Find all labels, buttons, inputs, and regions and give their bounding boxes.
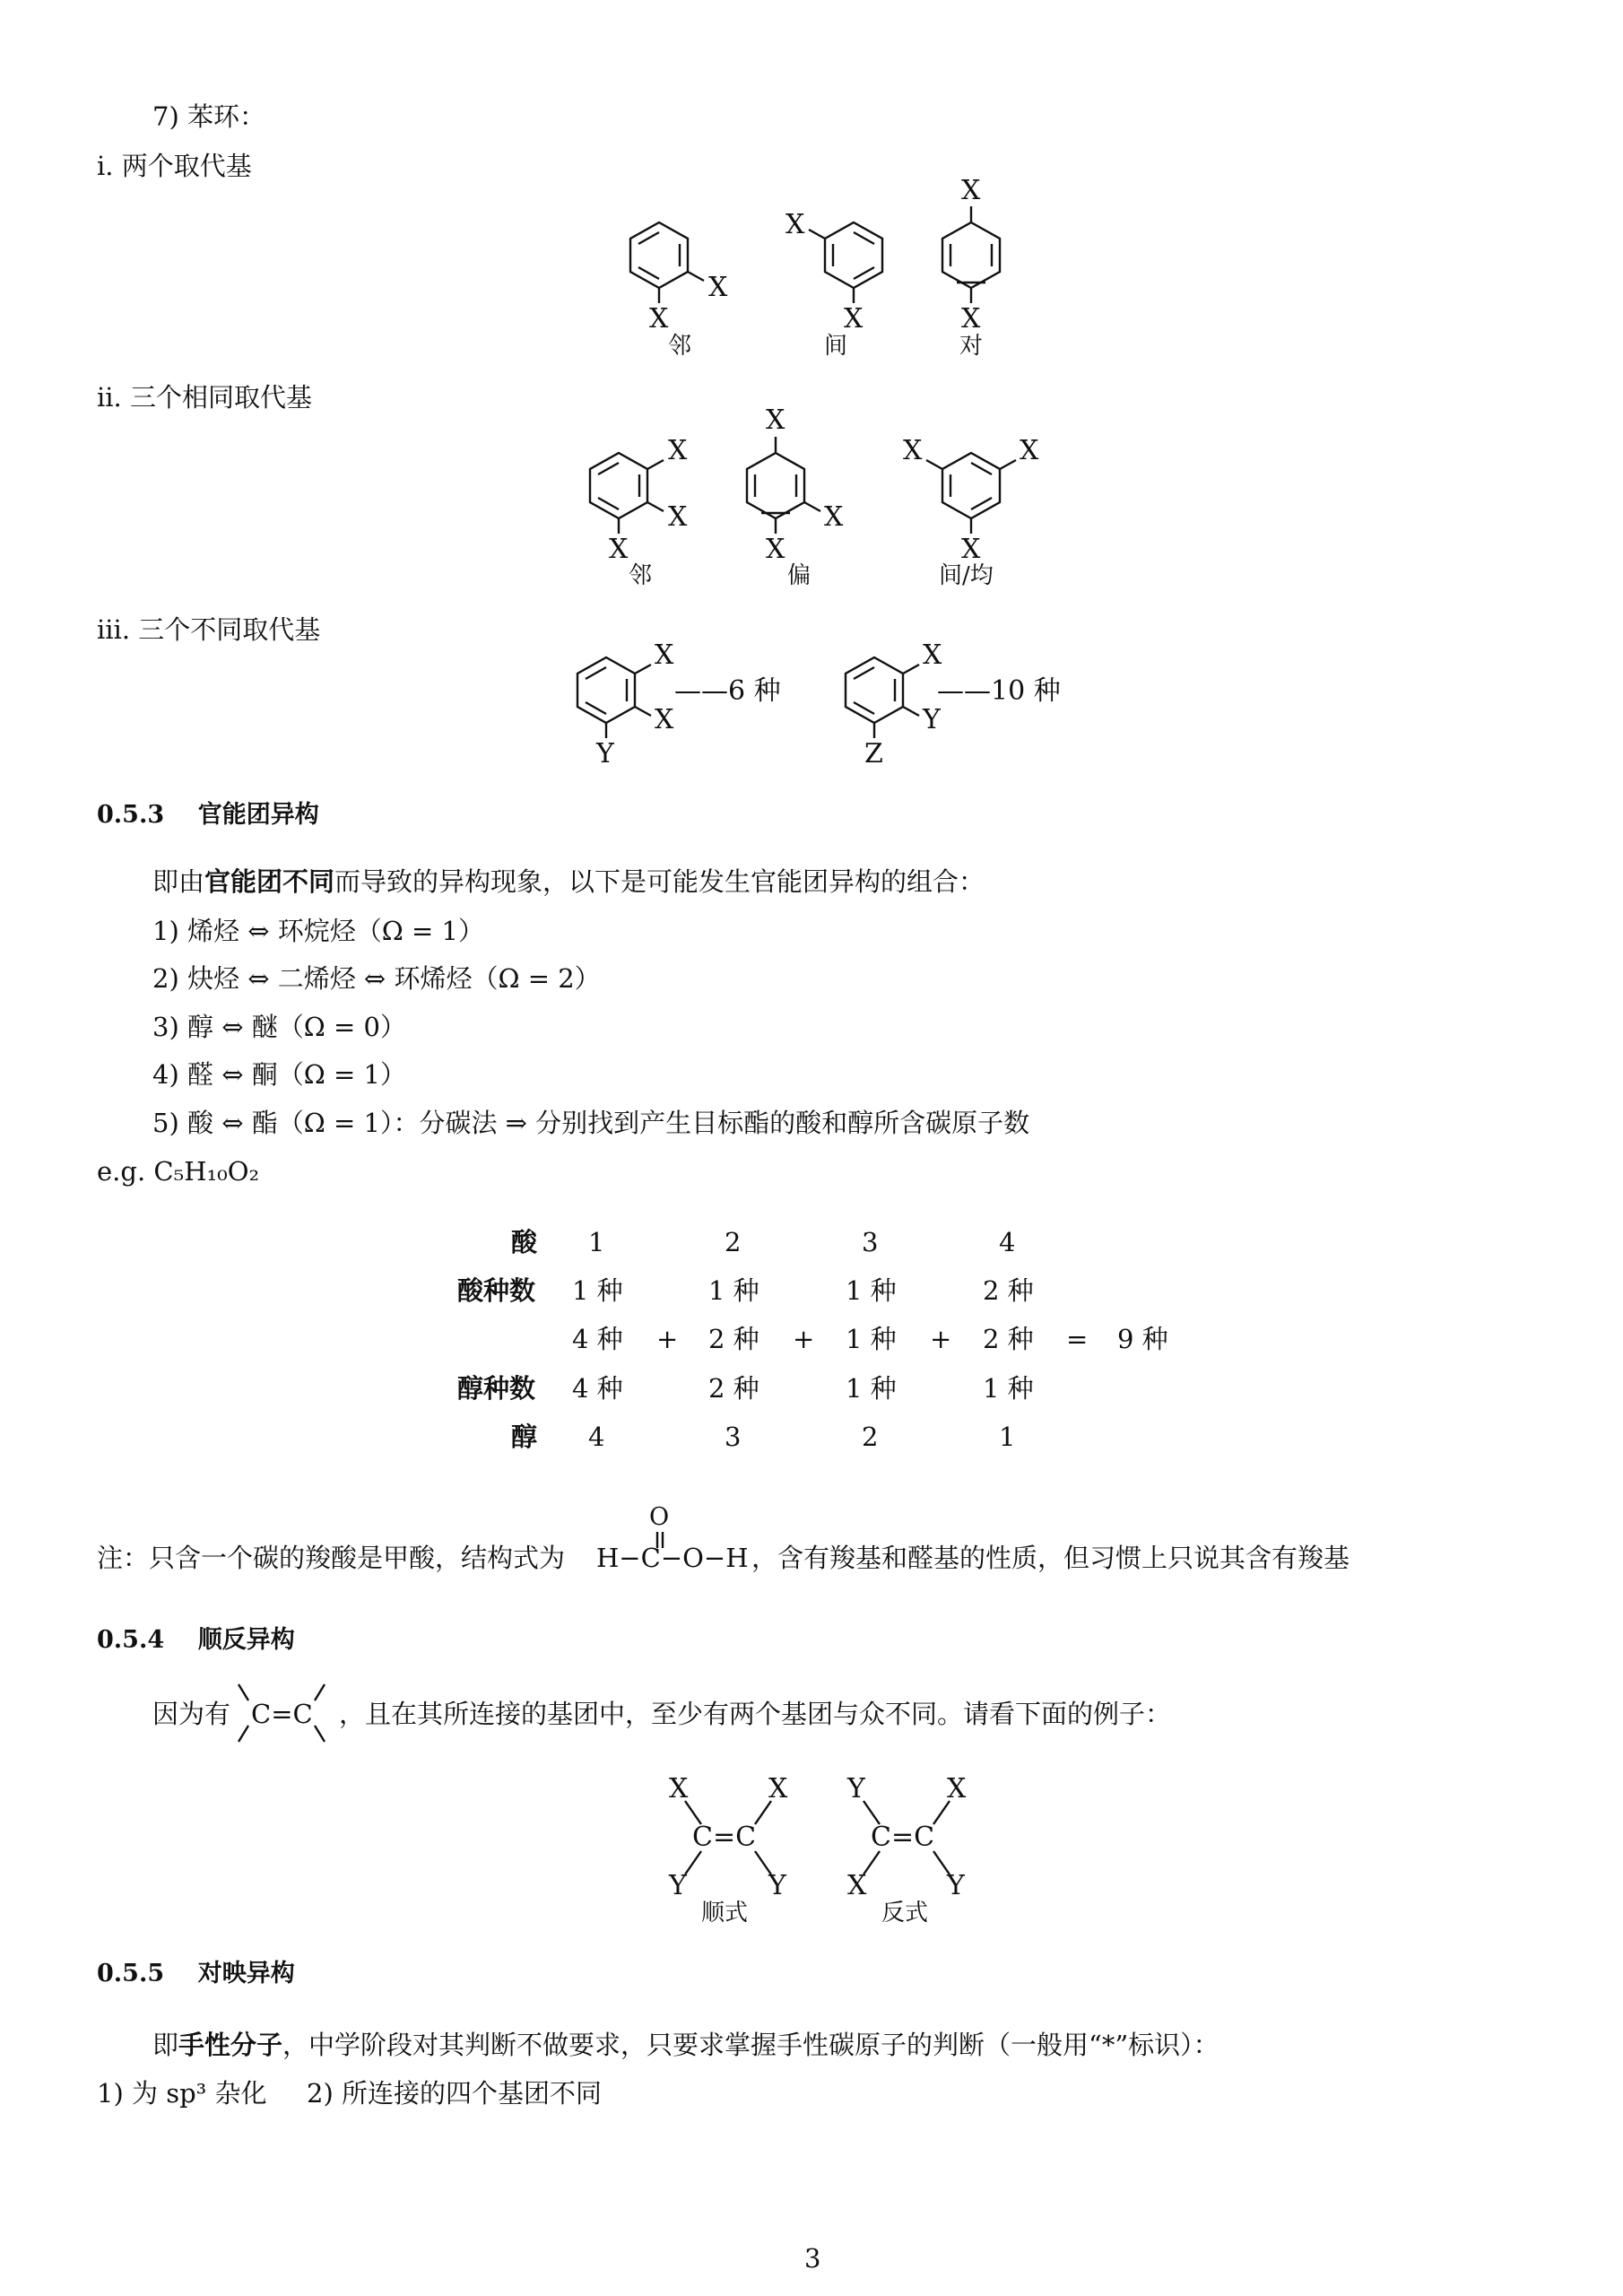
product-kinds: 2 种 <box>708 1324 759 1354</box>
sym-x2: X <box>1020 435 1039 466</box>
formula-bond: − <box>703 1543 726 1573</box>
s053-intro <box>152 865 985 898</box>
section-053-heading <box>97 800 319 831</box>
section-number: 0.5.5 <box>97 1960 165 1987</box>
total-kinds: 9 种 <box>1117 1324 1168 1354</box>
section-054-heading <box>97 1625 295 1656</box>
section-number: 0.5.4 <box>97 1626 165 1654</box>
xyz-count: ——10 种 <box>937 675 1061 707</box>
formula-h: H <box>725 1543 749 1573</box>
isomer-item-1: 1) 烯烃 ⇔ 环烷烃（Ω = 1） <box>152 916 484 946</box>
trans-x2: X <box>847 1870 867 1901</box>
xyz-y: Y <box>923 704 941 735</box>
trans-x1: X <box>947 1773 967 1805</box>
para-caption: 对 <box>959 333 984 360</box>
para-benzene <box>942 206 1000 303</box>
row-label-alcohol-kinds: 醇种数 <box>457 1373 536 1404</box>
xxy-y: Y <box>596 738 614 770</box>
xyz-x: X <box>923 639 942 671</box>
ortho-caption: 邻 <box>668 333 692 360</box>
isomer-item-2: 2) 炔烃 ⇔ 二烯烃 ⇔ 环烯烃（Ω = 2） <box>152 963 601 994</box>
note-post: ，含有羧基和醛基的性质，但习惯上只说其含有羧基 <box>751 1543 1350 1573</box>
row-label-alcohol: 醇 <box>511 1422 538 1452</box>
row-label-acid-kinds: 酸种数 <box>457 1275 536 1306</box>
vicinal-benzene <box>590 453 664 534</box>
xyz-benzene <box>846 657 919 738</box>
alcohol-c: 4 <box>588 1422 605 1452</box>
para-x1: X <box>961 175 981 206</box>
trans-y1: Y <box>847 1773 865 1805</box>
meta-benzene <box>809 222 882 303</box>
formula-o: O <box>682 1543 704 1573</box>
row-label-acid: 酸 <box>511 1227 538 1257</box>
intro-post: ，中学阶段对其判断不做要求，只要求掌握手性碳原子的判断（一般用“*”标识）： <box>282 2030 1219 2060</box>
page-number: 3 <box>804 2243 821 2274</box>
s055-intro <box>152 2029 1219 2061</box>
alcohol-kinds: 1 种 <box>983 1373 1034 1404</box>
symmetrical-benzene <box>926 453 1016 534</box>
s054-intro-pre: 因为有 <box>152 1699 231 1729</box>
product-kinds: 1 种 <box>846 1324 897 1354</box>
sym-x3: X <box>961 534 981 565</box>
trans-cc: C=C <box>871 1822 935 1853</box>
alcohol-c: 1 <box>999 1422 1016 1452</box>
vicinal-x3: X <box>609 534 629 565</box>
three-same-title: ii. 三个相同取代基 <box>97 382 312 413</box>
acid-c: 4 <box>999 1227 1016 1257</box>
product-kinds: 2 种 <box>983 1324 1034 1354</box>
section-title: 对映异构 <box>197 1960 295 1987</box>
cis-x2: X <box>768 1773 788 1805</box>
unsym-x1: X <box>766 404 785 436</box>
intro-pre: 即由 <box>152 866 205 897</box>
formula-bond: − <box>619 1543 641 1573</box>
inline-cc: C=C <box>251 1699 313 1729</box>
sym-caption: 间/均 <box>939 562 994 589</box>
acid-kinds: 1 种 <box>572 1275 623 1306</box>
meta-x2: X <box>844 303 864 335</box>
formula-bond: − <box>660 1543 683 1573</box>
meta-caption: 间 <box>824 333 848 360</box>
intro-bold: 官能团不同 <box>204 866 335 897</box>
formula-o-top: O <box>649 1503 670 1531</box>
xyz-z: Z <box>864 738 883 770</box>
isomer-item-5: 5) 酸 ⇔ 酯（Ω = 1）：分碳法 ⇒ 分别找到产生目标酯的酸和醇所含碳原子数 <box>152 1108 1030 1138</box>
acid-c: 2 <box>725 1227 742 1257</box>
isomer-item-4: 4) 醛 ⇔ 酮（Ω = 1） <box>152 1059 406 1090</box>
unsymmetrical-benzene <box>747 437 820 534</box>
unsym-caption: 偏 <box>787 562 812 589</box>
vicinal-x1: X <box>668 435 688 466</box>
ortho-benzene <box>630 222 704 303</box>
three-diff-title: iii. 三个不同取代基 <box>97 614 321 645</box>
plus-sign: + <box>793 1324 815 1354</box>
ortho-x1: X <box>708 272 728 303</box>
chiral-condition-2: 2) 所连接的四个基团不同 <box>307 2078 602 2109</box>
xxy-count: ——6 种 <box>674 675 781 707</box>
example-formula: e.g. C₅H₁₀O₂ <box>97 1156 260 1187</box>
intro-pre: 即 <box>152 2030 179 2060</box>
section-number: 0.5.3 <box>97 801 165 829</box>
xxy-x1: X <box>655 639 674 671</box>
xxy-x2: X <box>655 704 674 735</box>
cis-y1: Y <box>669 1870 687 1901</box>
intro-bold: 手性分子 <box>178 2030 283 2060</box>
acid-kinds: 1 种 <box>708 1275 759 1306</box>
para-x2: X <box>961 303 981 335</box>
trans-y2: Y <box>947 1870 965 1901</box>
xxy-benzene <box>577 657 651 738</box>
cis-cc: C=C <box>692 1822 757 1853</box>
alcohol-kinds: 1 种 <box>846 1373 897 1404</box>
alcohol-c: 3 <box>725 1422 742 1452</box>
plus-sign: + <box>930 1324 952 1354</box>
formic-acid-note <box>97 1542 565 1574</box>
acid-c: 3 <box>862 1227 879 1257</box>
formula-c: C <box>640 1543 661 1573</box>
isomer-item-3: 3) 醇 ⇔ 醚（Ω = 0） <box>152 1012 406 1042</box>
alcohol-kinds: 4 种 <box>572 1373 623 1404</box>
acid-c: 1 <box>588 1227 605 1257</box>
equals-sign: = <box>1066 1324 1089 1354</box>
intro-post: 而导致的异构现象，以下是可能发生官能团异构的组合： <box>334 866 985 897</box>
note-pre: 注：只含一个碳的羧酸是甲酸，结构式为 <box>97 1543 566 1573</box>
product-kinds: 4 种 <box>572 1324 623 1354</box>
formic-acid-formula <box>596 1542 749 1574</box>
vicinal-x2: X <box>668 501 688 533</box>
section-title: 顺反异构 <box>197 1626 295 1654</box>
alcohol-c: 2 <box>862 1422 879 1452</box>
two-substituents-title: i. 两个取代基 <box>97 151 252 181</box>
chiral-condition-1: 1) 为 sp³ 杂化 <box>97 2078 267 2109</box>
vicinal-caption: 邻 <box>629 562 653 589</box>
formula-h: H <box>596 1543 620 1573</box>
cis-caption: 顺式 <box>701 1900 749 1926</box>
s054-intro-post: ，且在其所连接的基团中，至少有两个基团与众不同。请看下面的例子： <box>339 1699 1172 1729</box>
ortho-x2: X <box>649 303 669 335</box>
unsym-x2: X <box>824 501 844 533</box>
sym-x1: X <box>903 435 923 466</box>
acid-kinds: 1 种 <box>846 1275 897 1306</box>
unsym-x3: X <box>766 534 785 565</box>
cis-x1: X <box>669 1773 689 1805</box>
benzene-heading: 7) 苯环： <box>152 101 265 132</box>
alcohol-kinds: 2 种 <box>708 1373 759 1404</box>
section-055-heading <box>97 1959 295 1989</box>
trans-caption: 反式 <box>881 1900 929 1926</box>
plus-sign: + <box>656 1324 679 1354</box>
section-title: 官能团异构 <box>197 801 319 829</box>
cis-y2: Y <box>768 1870 786 1901</box>
acid-kinds: 2 种 <box>983 1275 1034 1306</box>
meta-x1: X <box>785 209 805 240</box>
